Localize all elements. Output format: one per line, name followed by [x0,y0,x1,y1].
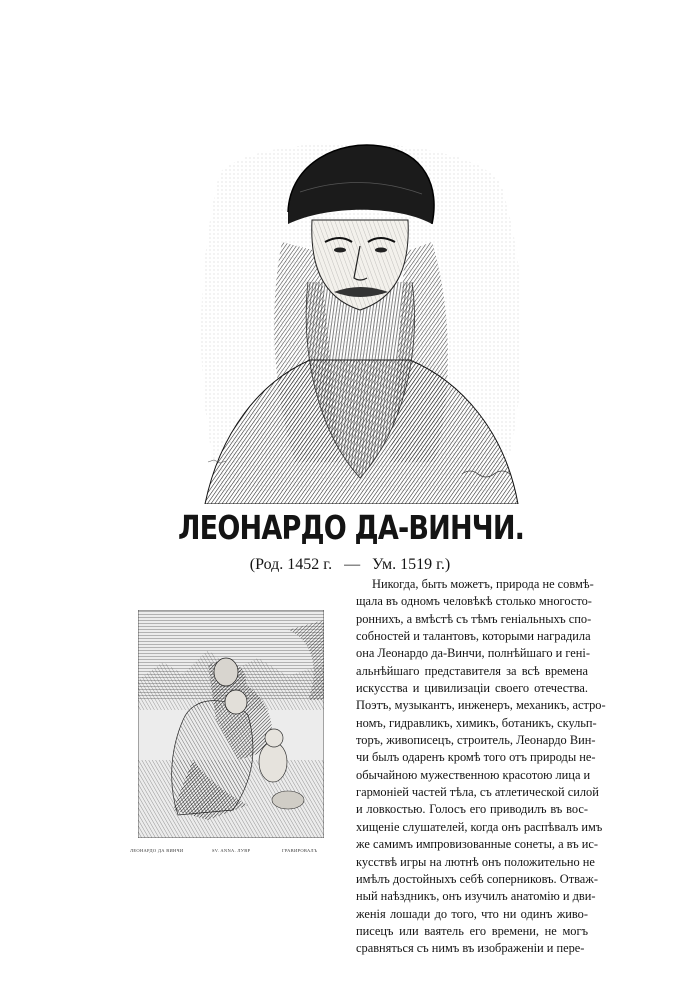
text-line: же самимъ импровизованные сонеты, а въ ис- [356,837,598,852]
text-line: искусства и цивилизаціи своего отечества. [356,681,588,696]
text-line: торъ, живописецъ, строитель, Леонардо Вин- [356,733,596,748]
death-date: Ум. 1519 г.) [372,556,451,573]
text-line: женія лошади до того, что ни одинъ живо- [356,906,588,921]
text-line: и ловкостью. Голосъ его приводилъ въ вос- [356,802,588,817]
text-line: обычайною мужественною красотою лица и [356,767,591,782]
biography-text [356,576,606,958]
text-line: сравняться съ нимъ въ изображеніи и пере- [356,941,585,956]
leonardo-portrait-engraving [200,132,520,504]
text-line: роннихъ, а вмѣстѣ съ тѣмъ геніальныхъ спо- [356,611,592,626]
text-line: Поэтъ, музыкантъ, инженеръ, механикъ, астро- [356,698,606,713]
text-line: гармоніей частей тѣла, съ атлетической силой [356,785,599,800]
plate-caption-artist: ЛЕОНАРДО ДА ВИНЧИ [130,848,184,853]
text-line: имѣлъ достойныхъ себѣ соперниковъ. Отваж- [356,871,598,886]
text-line: щала въ одномъ человѣкѣ столько многосто- [356,594,592,609]
madonna-engraving [138,610,324,838]
text-line: собностей и талантовъ, которыми наградила [356,629,591,644]
text-line: альнѣйшаго представителя за всѣ времена [356,663,588,678]
life-dates [0,556,700,574]
text-line: номъ, гидравликъ, химикъ, ботаникъ, скульп- [356,715,597,730]
text-line: Никогда, быть можетъ, природа не совмѣ- [372,577,594,591]
text-line: кусствѣ игры на лютнѣ онъ положительно не [356,854,595,869]
date-separator: — [344,556,361,573]
birth-date: (Род. 1452 г. [249,556,333,573]
text-line: хищеніе слушателей, когда онъ распѣвалъ имъ [356,819,603,834]
plate-caption-title: SV. ANNA. ЛУВР [212,848,251,853]
plate-caption-engraver: ГРАВИРОВАЛЪ [282,848,318,853]
page-title: ЛЕОНАРДО ДА-ВИНЧИ. [178,508,525,547]
text-line: чи былъ одаренъ кромѣ того отъ природы не- [356,750,596,765]
text-line: писецъ или ваятель его времени, не могъ [356,923,588,938]
text-line: ный наѣздникъ, онъ изучилъ анатомію и дви- [356,889,596,904]
text-line: она Леонардо да-Винчи, полнѣйшаго и гені- [356,646,590,661]
